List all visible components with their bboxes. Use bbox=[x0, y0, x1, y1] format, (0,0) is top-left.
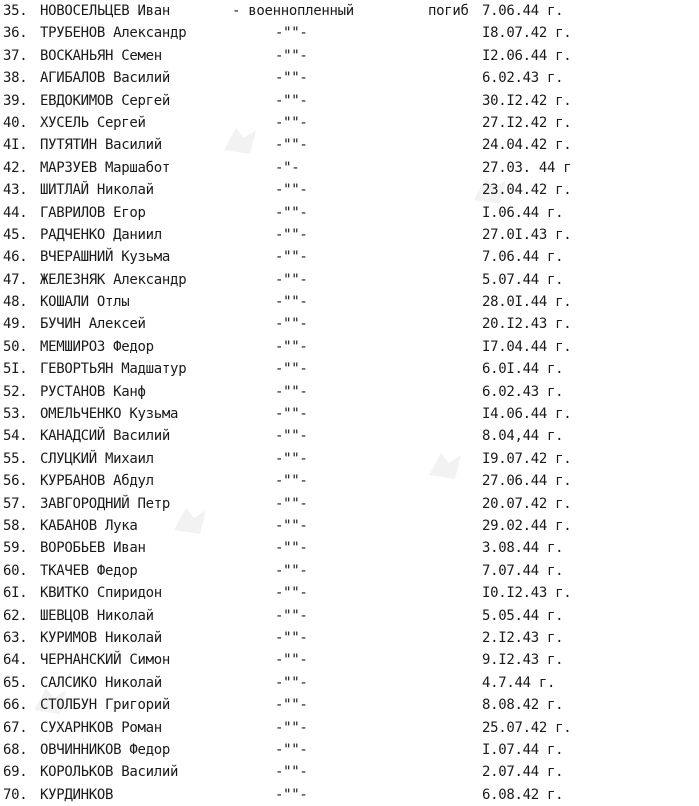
entry-number: 37. bbox=[3, 47, 28, 64]
list-item bbox=[0, 67, 699, 89]
entry-date: 25.07.42 г. bbox=[482, 719, 572, 736]
list-item bbox=[0, 224, 699, 246]
list-item bbox=[0, 179, 699, 201]
entry-number: 58. bbox=[3, 517, 28, 534]
list-item bbox=[0, 425, 699, 447]
entry-ditto: -""- bbox=[275, 271, 308, 288]
entry-name: ОВЧИННИКОВ Федор bbox=[40, 741, 171, 758]
entry-name: ШЕВЦОВ Николай bbox=[40, 607, 154, 624]
entry-date: 27.03. 44 г bbox=[482, 159, 572, 176]
entry-ditto: -""- bbox=[275, 764, 308, 781]
entry-date: I4.06.44 г. bbox=[482, 406, 572, 423]
entry-ditto: -""- bbox=[275, 406, 308, 423]
entry-ditto: -""- bbox=[275, 114, 308, 131]
entry-date: I7.04.44 г. bbox=[482, 338, 572, 355]
entry-name: КВИТКО Спиридон bbox=[40, 585, 162, 602]
entry-ditto: -""- bbox=[275, 92, 308, 109]
entry-name: БУЧИН Алексей bbox=[40, 316, 146, 333]
entry-number: 65. bbox=[3, 674, 28, 691]
entry-date: 4.7.44 г. bbox=[482, 674, 556, 691]
entry-ditto: -""- bbox=[275, 585, 308, 602]
list-item bbox=[0, 605, 699, 627]
entry-date: 7.06.44 г. bbox=[482, 249, 564, 266]
entry-name: РАДЧЕНКО Даниил bbox=[40, 226, 162, 243]
entry-date: 23.04.42 г. bbox=[482, 182, 572, 199]
entry-name: ВОРОБЬЕВ Иван bbox=[40, 540, 146, 557]
entry-name: МАРЗУЕВ Маршабот bbox=[40, 159, 171, 176]
entry-date: 24.04.42 г. bbox=[482, 137, 572, 154]
entry-number: 49. bbox=[3, 316, 28, 333]
entry-number: 63. bbox=[3, 629, 28, 646]
list-item bbox=[0, 470, 699, 492]
list-item bbox=[0, 649, 699, 671]
entry-date: I9.07.42 г. bbox=[482, 450, 572, 467]
entry-fate: погиб bbox=[428, 3, 469, 19]
entry-ditto: -""- bbox=[275, 226, 308, 243]
entry-number: 55. bbox=[3, 450, 28, 467]
entry-ditto: -""- bbox=[275, 249, 308, 266]
entry-number: 70. bbox=[3, 786, 28, 803]
entry-number: 47. bbox=[3, 271, 28, 288]
list-item bbox=[0, 694, 699, 716]
list-item bbox=[0, 336, 699, 358]
entry-number: 56. bbox=[3, 473, 28, 490]
list-item bbox=[0, 45, 699, 67]
entry-ditto: -""- bbox=[275, 182, 308, 199]
entry-date: 6.0I.44 г. bbox=[482, 361, 564, 378]
list-item bbox=[0, 112, 699, 134]
entry-ditto: -""- bbox=[275, 383, 308, 400]
entry-name: ЗАВГОРОДНИЙ Петр bbox=[40, 495, 171, 512]
entry-ditto: -"- bbox=[275, 159, 300, 176]
entry-ditto: -""- bbox=[275, 652, 308, 669]
entry-number: 62. bbox=[3, 607, 28, 624]
entry-number: 50. bbox=[3, 338, 28, 355]
entry-name: СТОЛБУН Григорий bbox=[40, 697, 171, 714]
entry-name: ВОСКАНЬЯН Семен bbox=[40, 47, 162, 64]
entry-name: ШИТЛАЙ Николай bbox=[40, 182, 154, 199]
entry-number: 66. bbox=[3, 697, 28, 714]
entry-name: КОРОЛЬКОВ Василий bbox=[40, 764, 179, 781]
entry-ditto: -""- bbox=[275, 25, 308, 42]
entry-name: КУРИМОВ Николай bbox=[40, 629, 162, 646]
entry-name: ЧЕРНАНСКИЙ Симон bbox=[40, 652, 171, 669]
entry-number: 36. bbox=[3, 25, 28, 42]
entry-number: 60. bbox=[3, 562, 28, 579]
entry-name: РУСТАНОВ Канф bbox=[40, 383, 146, 400]
entry-name: ВЧЕРАШНИЙ Кузьма bbox=[40, 249, 171, 266]
entry-ditto: -""- bbox=[275, 450, 308, 467]
entry-ditto: -""- bbox=[275, 607, 308, 624]
entry-ditto: -""- bbox=[275, 674, 308, 691]
entry-number: 44. bbox=[3, 204, 28, 221]
entry-ditto: -""- bbox=[275, 294, 308, 311]
entry-name: ОМЕЛЬЧЕНКО Кузьма bbox=[40, 406, 179, 423]
entry-date: 27.06.44 г. bbox=[482, 473, 572, 490]
list-item bbox=[0, 157, 699, 179]
list-item bbox=[0, 381, 699, 403]
entry-date: 27.I2.42 г. bbox=[482, 114, 572, 131]
entry-ditto: -""- bbox=[275, 361, 308, 378]
entry-name: ГЕВОРТЬЯН Мадшатур bbox=[40, 361, 187, 378]
list-item bbox=[0, 246, 699, 268]
entry-date: I.07.44 г. bbox=[482, 741, 564, 758]
entry-number: 45. bbox=[3, 226, 28, 243]
list-item bbox=[0, 739, 699, 761]
entry-date: 20.07.42 г. bbox=[482, 495, 572, 512]
entry-number: 68. bbox=[3, 741, 28, 758]
entry-number: 38. bbox=[3, 70, 28, 87]
entry-date: 20.I2.43 г. bbox=[482, 316, 572, 333]
entry-number: 43. bbox=[3, 182, 28, 199]
entry-number: 46. bbox=[3, 249, 28, 266]
entry-date: 7.07.44 г. bbox=[482, 562, 564, 579]
entry-ditto: -""- bbox=[275, 562, 308, 579]
entry-number: 48. bbox=[3, 294, 28, 311]
entry-date: 7.06.44 г. bbox=[482, 3, 564, 19]
list-item bbox=[0, 90, 699, 112]
entry-name: СЛУЦКИЙ Михаил bbox=[40, 450, 154, 467]
entry-date: 8.04,44 г. bbox=[482, 428, 564, 445]
entry-date: 6.02.43 г. bbox=[482, 383, 564, 400]
entry-date: I0.I2.43 г. bbox=[482, 585, 572, 602]
entry-number: 35. bbox=[3, 3, 28, 19]
entry-ditto: -""- bbox=[275, 316, 308, 333]
entry-date: 6.08.42 г. bbox=[482, 786, 564, 803]
entry-name: ПУТЯТИН Василий bbox=[40, 137, 162, 154]
list-item bbox=[0, 761, 699, 783]
list-item bbox=[0, 448, 699, 470]
entry-name: САЛСИКО Николай bbox=[40, 674, 162, 691]
entry-ditto: -""- bbox=[275, 517, 308, 534]
entry-number: 4I. bbox=[3, 137, 28, 154]
list-item bbox=[0, 627, 699, 649]
entry-status: - военнопленный bbox=[232, 3, 354, 19]
entry-date: 27.0I.43 г. bbox=[482, 226, 572, 243]
entry-name: КУРДИНКОВ bbox=[40, 786, 114, 803]
entry-ditto: -""- bbox=[275, 697, 308, 714]
entry-date: 29.02.44 г. bbox=[482, 517, 572, 534]
entry-number: 53. bbox=[3, 406, 28, 423]
list-item bbox=[0, 560, 699, 582]
entry-name: КУРБАНОВ Абдул bbox=[40, 473, 154, 490]
entry-date: 8.08.42 г. bbox=[482, 697, 564, 714]
entry-name: ЕВДОКИМОВ Сергей bbox=[40, 92, 171, 109]
list-item bbox=[0, 515, 699, 537]
entry-ditto: -""- bbox=[275, 540, 308, 557]
entry-number: 6I. bbox=[3, 585, 28, 602]
entry-ditto: -""- bbox=[275, 473, 308, 490]
entry-number: 5I. bbox=[3, 361, 28, 378]
entry-name: ЖЕЛЕЗНЯК Александр bbox=[40, 271, 187, 288]
entry-number: 59. bbox=[3, 540, 28, 557]
list-item bbox=[0, 403, 699, 425]
entry-date: 30.I2.42 г. bbox=[482, 92, 572, 109]
entry-name: КОШАЛИ Отлы bbox=[40, 294, 130, 311]
list-item bbox=[0, 22, 699, 44]
entry-number: 52. bbox=[3, 383, 28, 400]
entry-date: 2.07.44 г. bbox=[482, 764, 564, 781]
entry-ditto: -""- bbox=[275, 137, 308, 154]
list-item bbox=[0, 717, 699, 739]
entry-number: 42. bbox=[3, 159, 28, 176]
entry-number: 57. bbox=[3, 495, 28, 512]
entry-number: 69. bbox=[3, 764, 28, 781]
entry-date: I8.07.42 г. bbox=[482, 25, 572, 42]
entry-ditto: -""- bbox=[275, 47, 308, 64]
entry-date: I.06.44 г. bbox=[482, 204, 564, 221]
list-item bbox=[0, 672, 699, 694]
entry-name: КАБАНОВ Лука bbox=[40, 517, 138, 534]
entry-ditto: -""- bbox=[275, 786, 308, 803]
entry-name: КАНАДСИЙ Василий bbox=[40, 428, 171, 445]
entry-name: ХУСЕЛЬ Сергей bbox=[40, 114, 146, 131]
entry-name: НОВОСЕЛЬЦЕВ Иван bbox=[40, 3, 171, 19]
entry-date: 5.07.44 г. bbox=[482, 271, 564, 288]
entry-date: 28.0I.44 г. bbox=[482, 294, 572, 311]
entry-ditto: -""- bbox=[275, 338, 308, 355]
entry-ditto: -""- bbox=[275, 629, 308, 646]
entry-number: 67. bbox=[3, 719, 28, 736]
entry-ditto: -""- bbox=[275, 70, 308, 87]
list-item bbox=[0, 134, 699, 156]
list-item bbox=[0, 784, 699, 806]
entry-date: 3.08.44 г. bbox=[482, 540, 564, 557]
list-item bbox=[0, 0, 699, 22]
list-item bbox=[0, 313, 699, 335]
entry-number: 64. bbox=[3, 652, 28, 669]
entry-number: 39. bbox=[3, 92, 28, 109]
list-item bbox=[0, 202, 699, 224]
entry-name: МЕМШИРОЗ Федор bbox=[40, 338, 154, 355]
list-item bbox=[0, 537, 699, 559]
list-item bbox=[0, 291, 699, 313]
entry-name: ТКАЧЕВ Федор bbox=[40, 562, 138, 579]
list-item bbox=[0, 493, 699, 515]
entry-number: 40. bbox=[3, 114, 28, 131]
entry-number: 54. bbox=[3, 428, 28, 445]
entry-date: 6.02.43 г. bbox=[482, 70, 564, 87]
entry-ditto: -""- bbox=[275, 428, 308, 445]
list-item bbox=[0, 582, 699, 604]
entry-date: 9.I2.43 г. bbox=[482, 652, 564, 669]
entry-date: I2.06.44 г. bbox=[482, 47, 572, 64]
entry-name: АГИБАЛОВ Василий bbox=[40, 70, 171, 87]
entry-name: ТРУБЕНОВ Александр bbox=[40, 25, 187, 42]
entry-date: 2.I2.43 г. bbox=[482, 629, 564, 646]
entry-ditto: -""- bbox=[275, 495, 308, 512]
list-item bbox=[0, 269, 699, 291]
entry-ditto: -""- bbox=[275, 204, 308, 221]
entry-name: СУХАРНКОВ Роман bbox=[40, 719, 162, 736]
list-item bbox=[0, 358, 699, 380]
entry-ditto: -""- bbox=[275, 719, 308, 736]
entry-date: 5.05.44 г. bbox=[482, 607, 564, 624]
entry-name: ГАВРИЛОВ Егор bbox=[40, 204, 146, 221]
entry-ditto: -""- bbox=[275, 741, 308, 758]
